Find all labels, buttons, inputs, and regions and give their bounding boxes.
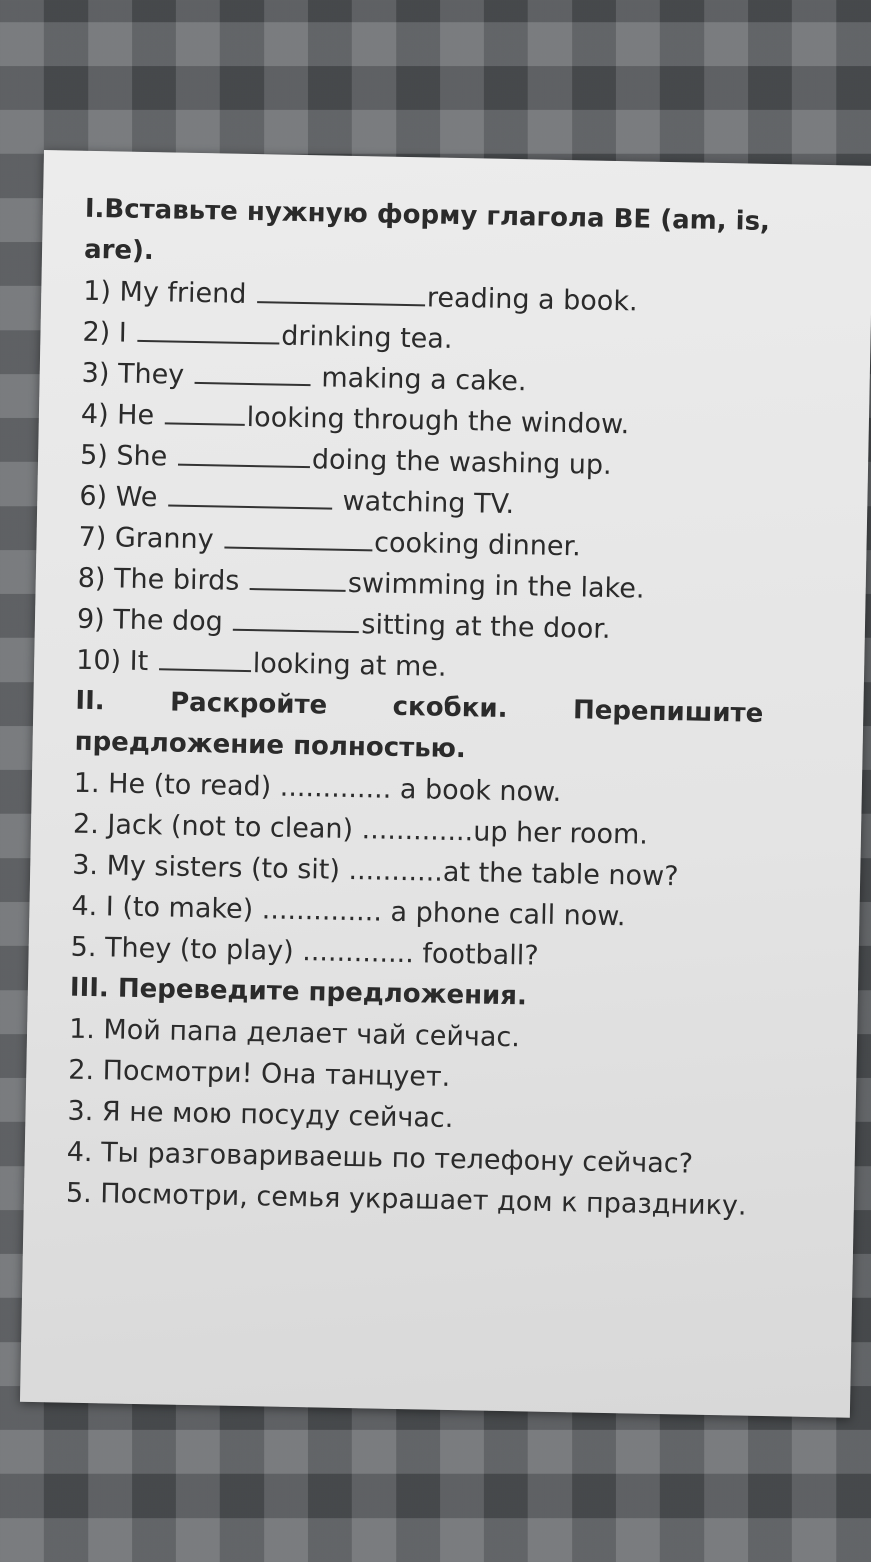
item-suffix: sitting at the door.: [361, 609, 611, 645]
answer-dots: .............: [302, 936, 415, 970]
exercise3-item: 1. Мой папа делает чай сейчас.: [68, 1013, 521, 1054]
item-suffix: a phone call now.: [390, 896, 626, 933]
item-suffix: at the table now?: [442, 856, 679, 893]
item-prefix: 10) It: [75, 644, 149, 678]
worksheet-paper: [20, 150, 871, 1418]
exercise3-item: 5. Посмотри, семья украшает дом к празднику.: [65, 1177, 747, 1222]
answer-blank: [137, 314, 280, 345]
section2-heading-line2: предложение полностью.: [74, 726, 467, 765]
item-prefix: 3. My sisters (to sit): [71, 849, 341, 886]
answer-blank: [257, 275, 426, 306]
item-prefix: 5) She: [79, 439, 168, 473]
answer-blank: [250, 562, 347, 592]
item-suffix: a book now.: [399, 773, 562, 809]
item-prefix: 6) We: [79, 480, 158, 514]
section2-heading-word: Перепишите: [572, 695, 764, 729]
item-suffix: up her room.: [472, 816, 649, 851]
item-suffix: cooking dinner.: [373, 527, 581, 563]
section2-heading-word: Раскройте: [169, 687, 328, 721]
answer-dots: ...........: [348, 854, 444, 888]
item-prefix: 9) The dog: [76, 603, 224, 638]
answer-dots: .............: [279, 771, 392, 805]
item-prefix: 2. Jack (not to clean): [72, 808, 354, 846]
item-prefix: 5. They (to play): [70, 931, 295, 967]
item-prefix: 4) He: [80, 398, 155, 432]
item-prefix: 3) They: [81, 357, 185, 391]
section2-heading-word: скобки.: [392, 691, 508, 724]
section3-heading: III. Переведите предложения.: [69, 972, 528, 1012]
item-prefix: 8) The birds: [77, 562, 240, 597]
item-prefix: 2) I: [82, 316, 128, 349]
item-prefix: 4. I (to make): [71, 890, 254, 926]
answer-blank: [178, 438, 311, 469]
answer-blank: [233, 603, 360, 633]
item-suffix: doing the washing up.: [311, 444, 612, 481]
section1-heading-line1: I.Вставьте нужную форму глагола BE (am, is,: [84, 193, 771, 237]
item-suffix: looking at me.: [252, 648, 447, 683]
answer-blank: [165, 396, 246, 426]
item-suffix: watching TV.: [342, 485, 515, 521]
answer-dots: ..............: [261, 894, 383, 928]
exercise3-item: 2. Посмотри! Она танцует.: [68, 1054, 451, 1093]
item-suffix: swimming in the lake.: [347, 567, 645, 605]
answer-blank: [195, 356, 312, 386]
section1-heading-line2: are).: [83, 234, 155, 267]
answer-blank: [224, 521, 373, 552]
exercise3-item: 3. Я не мою посуду сейчас.: [67, 1095, 454, 1135]
item-prefix: 7) Granny: [78, 521, 214, 556]
answer-blank: [159, 642, 252, 672]
item-prefix: 1) My friend: [82, 275, 247, 310]
item-suffix: making a cake.: [321, 362, 527, 398]
answer-dots: .............: [361, 814, 474, 848]
section2-heading-word: II.: [75, 685, 105, 717]
exercise3-item: 4. Ты разговариваешь по телефону сейчас?: [66, 1136, 694, 1180]
worksheet-content: [66, 189, 786, 1227]
answer-blank: [168, 478, 333, 509]
item-suffix: reading a book.: [426, 282, 638, 318]
item-suffix: looking through the window.: [246, 401, 630, 441]
item-prefix: 1. He (to read): [73, 767, 272, 803]
item-suffix: football?: [422, 938, 539, 972]
item-suffix: drinking tea.: [281, 320, 453, 355]
